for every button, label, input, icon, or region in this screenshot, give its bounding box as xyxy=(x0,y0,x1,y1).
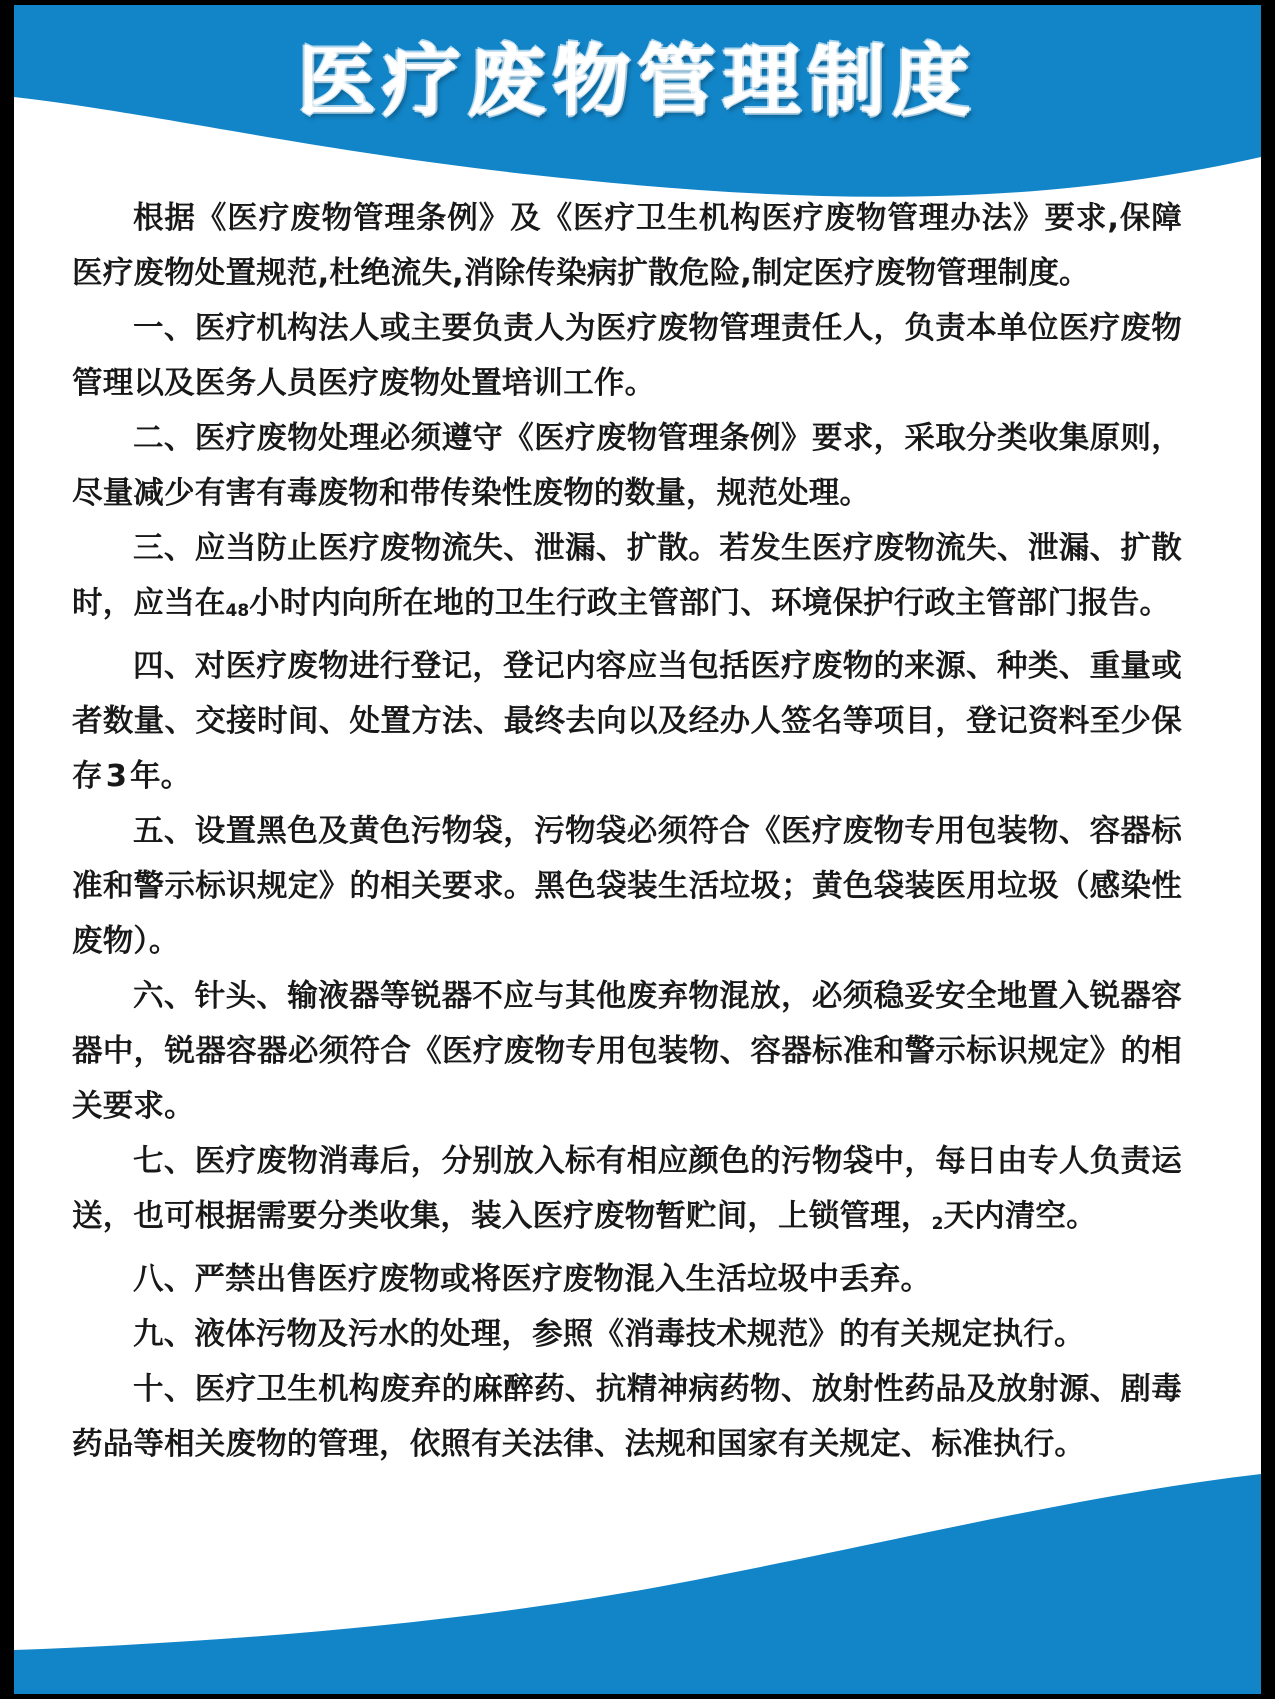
policy-item-7-text-before: 七、医疗废物消毒后，分别放入标有相应颜色的污物袋中，每日由专人负责运送，也可根据需要分类收集，装入医疗废物暂贮间，上锁管理， xyxy=(72,1144,1182,1234)
policy-item-6: 六、针头、输液器等锐器不应与其他废弃物混放，必须稳妥安全地置入锐器容器中，锐器容器必须符合《医疗废物专用包装物、容器标准和警示标识规定》的相关要求。 xyxy=(72,979,1182,1124)
policy-item-7-text-after: 天内清空。 xyxy=(943,1199,1097,1234)
policy-item-4-text-before: 四、对医疗废物进行登记，登记内容应当包括医疗废物的来源、种类、重量或者数量、交接时间、处置方法、最终去向以及经办人签名等项目，登记资料至少保存 xyxy=(72,649,1182,794)
policy-item-2: 二、医疗废物处理必须遵守《医疗废物管理条例》要求，采取分类收集原则，尽量减少有害有毒废物和带传染性废物的数量，规范处理。 xyxy=(72,421,1182,511)
policy-item-3-text-before: 三、应当防止医疗废物流失、泄漏、扩散。若发生医疗废物流失、泄漏、扩散时，应当在 xyxy=(72,531,1182,621)
policy-item-4-years-value: 3 xyxy=(105,759,127,794)
policy-item-7-days-value: 2 xyxy=(931,1214,944,1234)
policy-item-3-text-after: 小时内向所在地的卫生行政主管部门、环境保护行政主管部门报告。 xyxy=(249,586,1171,621)
policy-item-3 xyxy=(72,521,1182,639)
policy-item-4 xyxy=(72,639,1182,804)
footer-wave-decoration xyxy=(14,1474,1261,1694)
policy-item-3-hours-value: 48 xyxy=(225,601,250,621)
policy-item-8: 八、严禁出售医疗废物或将医疗废物混入生活垃圾中丢弃。 xyxy=(133,1262,932,1297)
policy-item-4-text-after: 年。 xyxy=(129,759,192,794)
policy-item-1: 一、医疗机构法人或主要负责人为医疗废物管理责任人，负责本单位医疗废物管理以及医务人员医疗废物处置培训工作。 xyxy=(72,311,1182,401)
policy-item-9: 九、液体污物及污水的处理，参照《消毒技术规范》的有关规定执行。 xyxy=(133,1317,1085,1352)
poster-canvas xyxy=(14,5,1261,1694)
policy-item-10: 十、医疗卫生机构废弃的麻醉药、抗精神病药物、放射性药品及放射源、剧毒药品等相关废物的管理，依照有关法律、法规和国家有关规定、标准执行。 xyxy=(72,1372,1182,1462)
poster-title: 医疗废物管理制度 xyxy=(297,37,978,127)
policy-body xyxy=(72,191,1182,1472)
policy-item-7 xyxy=(72,1134,1182,1252)
policy-item-5: 五、设置黑色及黄色污物袋，污物袋必须符合《医疗废物专用包装物、容器标准和警示标识规定》的相关要求。黑色袋装生活垃圾；黄色袋装医用垃圾（感染性废物）。 xyxy=(72,814,1182,959)
title-container xyxy=(14,37,1261,127)
intro-paragraph: 根据《医疗废物管理条例》及《医疗卫生机构医疗废物管理办法》要求,保障医疗废物处置规范,杜绝流失,消除传染病扩散危险,制定医疗废物管理制度。 xyxy=(72,201,1182,291)
